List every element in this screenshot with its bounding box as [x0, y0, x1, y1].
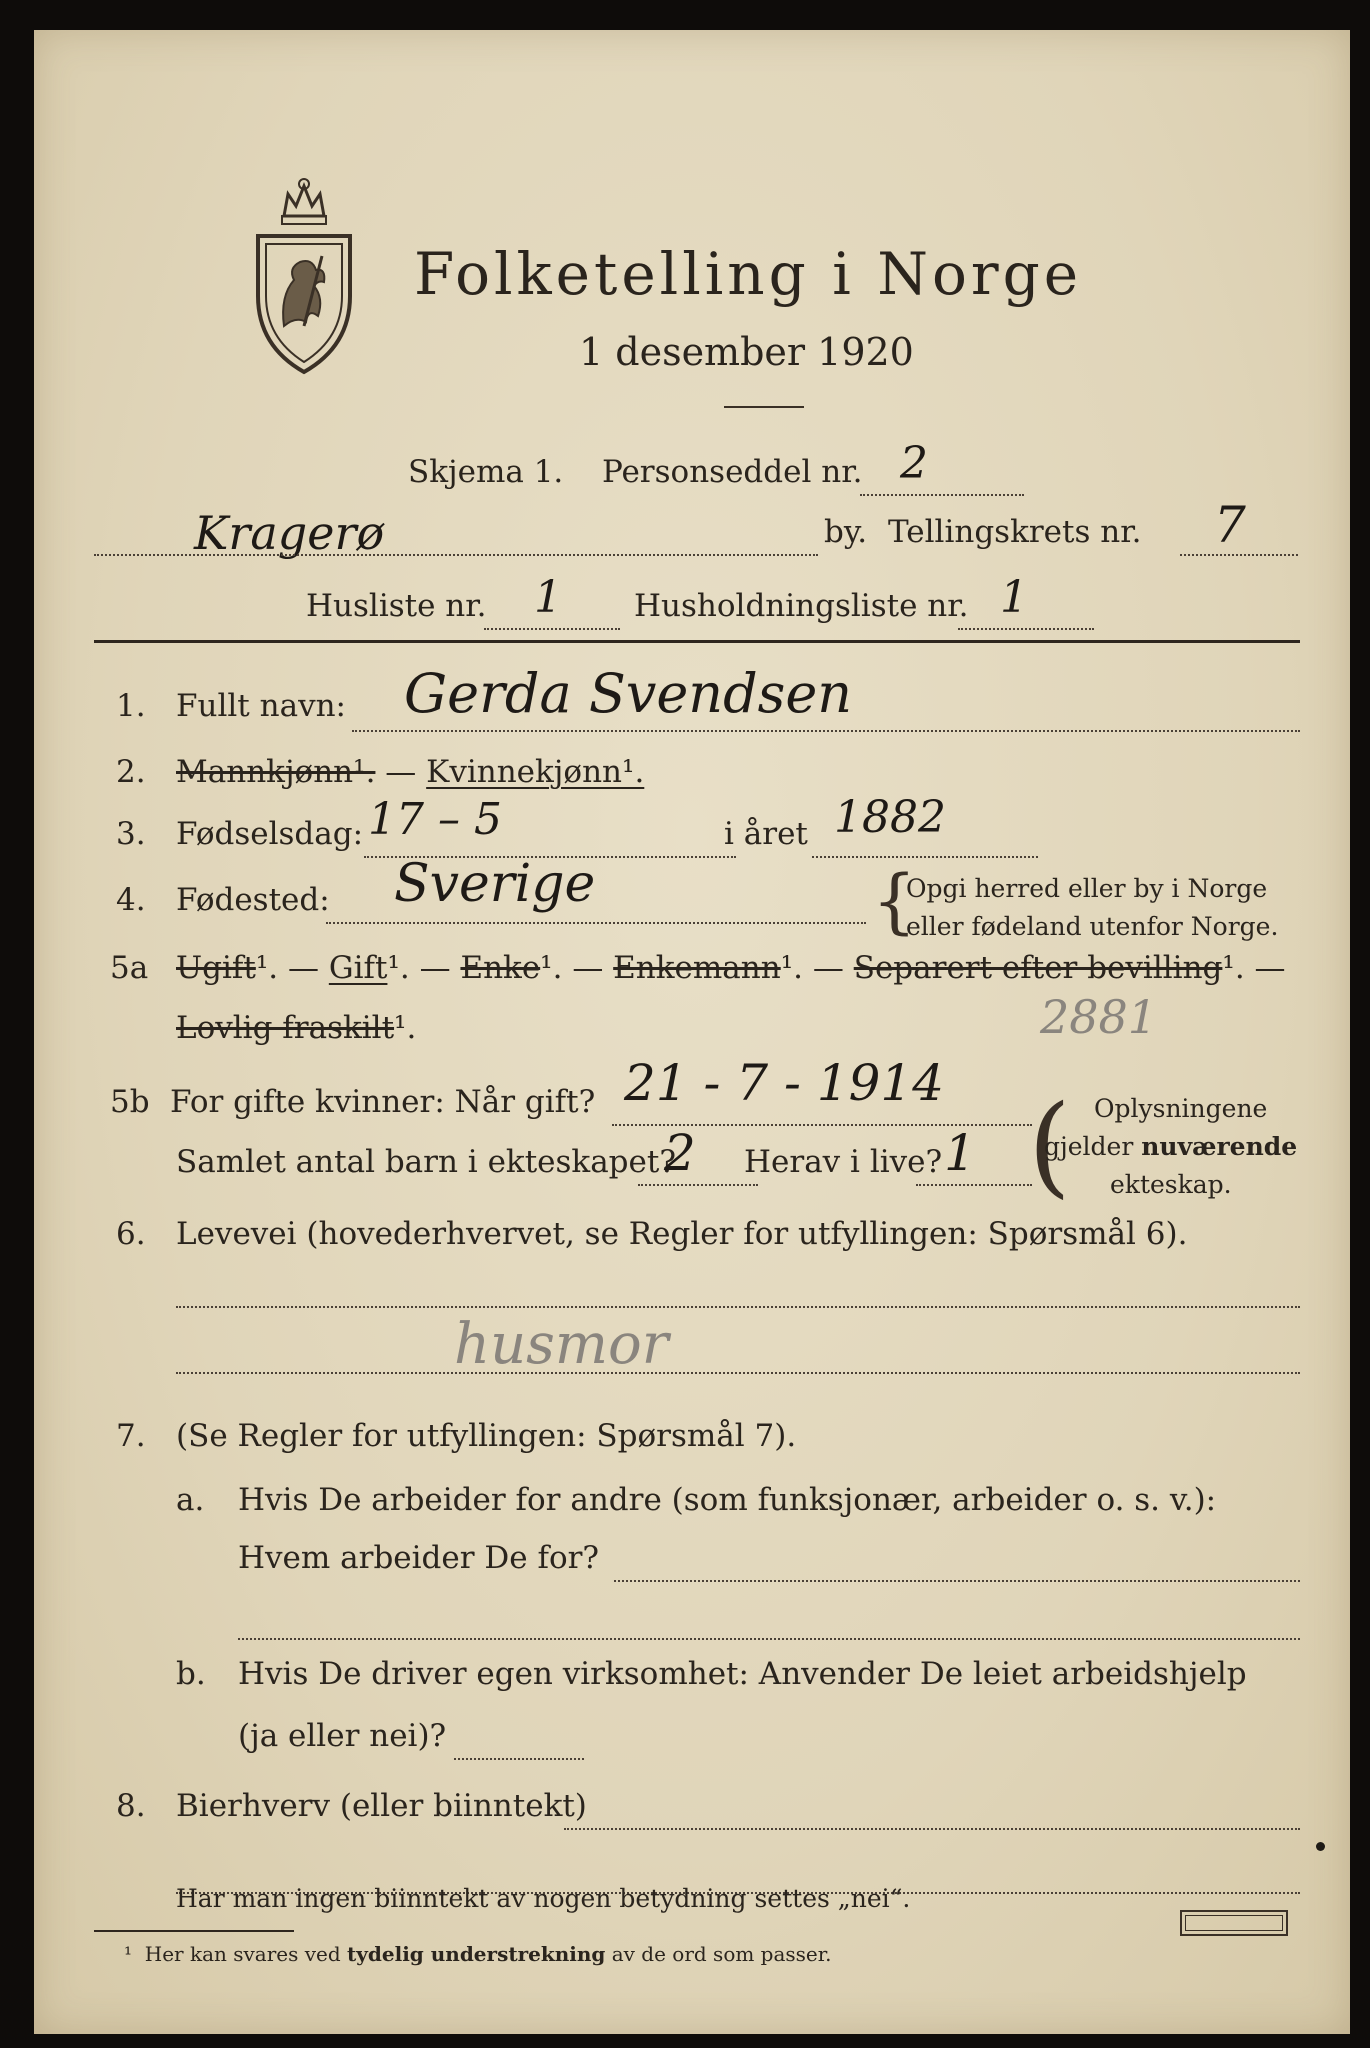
q5a-fraskilt-row: Lovlig fraskilt¹.	[176, 1010, 417, 1046]
q5b-note-line2: gjelder nuværende	[1044, 1132, 1298, 1161]
q7a-question: Hvem arbeider De for?	[238, 1540, 600, 1576]
q4-line	[326, 922, 866, 924]
q5a-fraskilt: Lovlig fraskilt	[176, 1010, 395, 1046]
ink-dot	[1316, 1842, 1325, 1851]
q4-label: Fødested:	[176, 882, 330, 918]
title-divider	[724, 406, 804, 408]
q6-number: 6.	[116, 1216, 146, 1252]
q5b-alive-label: Herav i live?	[744, 1144, 943, 1180]
by-label: by.	[824, 514, 868, 550]
tellingskrets-line	[1180, 554, 1298, 556]
q5a-gift: Gift	[328, 950, 388, 986]
q7b-question: (ja eller nei)?	[238, 1718, 447, 1754]
q3-label: Fødselsdag:	[176, 816, 364, 852]
q5b-alive-line	[916, 1184, 1032, 1186]
q8-note: Har man ingen biinntekt av nogen betydning settes „nei“.	[176, 1884, 911, 1913]
q5b-children-line	[638, 1184, 758, 1186]
q1-label: Fullt navn:	[176, 688, 346, 724]
q7a-letter: a.	[176, 1482, 205, 1518]
q7a-line-2	[238, 1638, 1300, 1640]
husliste-line	[484, 628, 620, 630]
q4-number: 4.	[116, 882, 146, 918]
q2-sex	[176, 754, 644, 790]
header-divider	[94, 640, 1300, 643]
q4-note-line2: eller fødeland utenfor Norge.	[906, 912, 1279, 941]
q3-year-line	[812, 856, 1038, 858]
q5b-note-line3: ekteskap.	[1110, 1170, 1232, 1199]
q7b-letter: b.	[176, 1656, 206, 1692]
q3-number: 3.	[116, 816, 146, 852]
q7-number: 7.	[116, 1418, 146, 1454]
q4-note-line1: Opgi herred eller by i Norge	[906, 874, 1268, 903]
q5b-number: 5b	[110, 1084, 150, 1120]
q4-birthplace: Sverige	[394, 854, 596, 914]
q5b-marriage-date: 21 - 7 - 1914	[624, 1054, 945, 1112]
husholdning-line	[958, 628, 1094, 630]
q8-label: Bierhverv (eller biinntekt)	[176, 1788, 587, 1824]
q5b-children-value: 2	[664, 1124, 696, 1182]
q5a-annotation: 2881	[1040, 990, 1158, 1044]
q5b-brace: (	[1028, 1081, 1071, 1209]
q5b-label: For gifte kvinner: Når gift?	[170, 1084, 596, 1120]
q5a-enke: Enke	[460, 950, 541, 986]
q6-occupation: husmor	[454, 1312, 669, 1377]
q2-male-option: Mannkjønn¹.	[176, 754, 376, 790]
husliste-label: Husliste nr.	[306, 588, 487, 624]
coat-of-arms-icon	[244, 176, 364, 376]
personseddel-label: Personseddel nr.	[602, 454, 863, 490]
q3-birth-year: 1882	[834, 792, 946, 843]
q7-label: (Se Regler for utfyllingen: Spørsmål 7).	[176, 1418, 797, 1454]
q8-line-1	[564, 1828, 1300, 1830]
form-title: Folketelling i Norge	[414, 240, 1083, 308]
q5a-enkemann: Enkemann	[613, 950, 781, 986]
q5a-ugift: Ugift	[176, 950, 256, 986]
q5b-children-label: Samlet antal barn i ekteskapet?	[176, 1144, 676, 1180]
q5a-number: 5a	[110, 950, 149, 986]
q6-line-1	[176, 1306, 1300, 1308]
footnote: ¹ Her kan svares ved tydelig understrekning av de ord som passer.	[124, 1942, 832, 1966]
personseddel-line	[860, 494, 1024, 496]
q7a-label: Hvis De arbeider for andre (som funksjonær, arbeider o. s. v.):	[238, 1482, 1217, 1518]
footnote-divider	[94, 1930, 294, 1932]
q8-number: 8.	[116, 1788, 146, 1824]
census-form-sheet	[34, 30, 1350, 2034]
q6-label: Levevei (hovederhvervet, se Regler for utfyllingen: Spørsmål 6).	[176, 1216, 1188, 1252]
tellingskrets-value: 7	[1214, 496, 1246, 554]
personseddel-value: 2	[900, 438, 928, 489]
schema-label: Skjema 1.	[408, 454, 564, 490]
q2-separator: —	[385, 754, 417, 790]
q3-year-label: i året	[724, 816, 808, 852]
q1-full-name: Gerda Svendsen	[404, 662, 853, 725]
census-date: 1 desember 1920	[579, 330, 914, 374]
q5a-separert: Separert efter bevilling	[853, 950, 1223, 986]
printer-stamp	[1180, 1910, 1288, 1936]
q5b-alive-value: 1	[944, 1124, 976, 1182]
husliste-value: 1	[534, 572, 562, 623]
q2-female-option: Kvinnekjønn¹.	[426, 754, 645, 790]
q7b-line	[454, 1758, 584, 1760]
q5a-marital-options: Ugift¹. — Gift¹. — Enke¹. — Enkemann¹. — Separert efter bevilling¹. —	[176, 950, 1286, 986]
q1-line	[352, 730, 1300, 732]
city-line	[94, 554, 818, 556]
q4-brace: {	[872, 860, 917, 942]
q3-birth-date: 17 – 5	[368, 794, 502, 845]
q1-number: 1.	[116, 688, 146, 724]
q7b-label: Hvis De driver egen virksomhet: Anvender De leiet arbeidshjelp	[238, 1656, 1247, 1692]
q6-line-2	[176, 1372, 1300, 1374]
q7a-line-1	[614, 1580, 1300, 1582]
q5b-note-line1: Oplysningene	[1094, 1094, 1268, 1123]
husholdning-value: 1	[1000, 572, 1028, 623]
tellingskrets-label: Tellingskrets nr.	[888, 514, 1142, 550]
q2-number: 2.	[116, 754, 146, 790]
husholdning-label: Husholdningsliste nr.	[634, 588, 969, 624]
city-value: Kragerø	[194, 506, 385, 560]
